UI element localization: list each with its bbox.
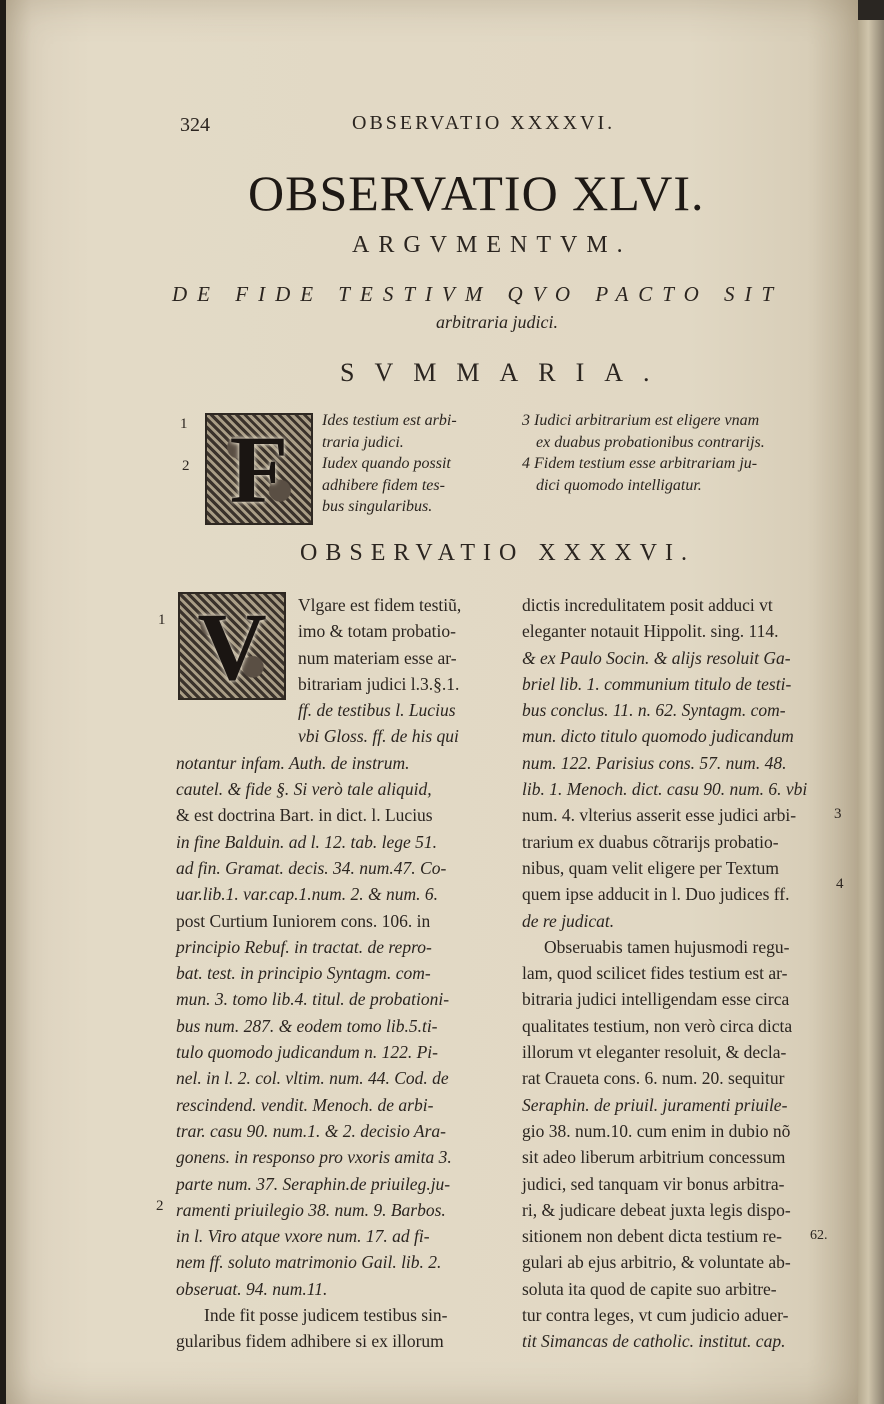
body-line: mun. 3. tomo lib.4. titul. de probationi-	[176, 989, 450, 1010]
body-line: num materiam esse ar-	[298, 647, 457, 668]
summary-right-line: 3 Iudici arbitrarium est eligere vnam	[522, 412, 760, 429]
right-column	[522, 592, 834, 1355]
body-line: tur contra leges, vt cum judicio aduer-	[522, 1305, 789, 1326]
body-line: bitrariam judici l.3.§.1.	[298, 673, 460, 694]
body-line: vbi Gloss. ff. de his qui	[298, 726, 459, 747]
body-line: in fine Balduin. ad l. 12. tab. lege 51.	[176, 831, 438, 852]
body-line: quem ipse adducit in l. Duo judices ff.	[522, 884, 790, 905]
summary-marker-2: 2	[182, 458, 190, 474]
body-line: gio 38. num.10. cum enim in dubio nõ	[522, 1120, 791, 1141]
summary-left-line: traria judici.	[322, 433, 404, 451]
next-page-edge	[858, 20, 884, 1404]
summary-right-list	[522, 410, 765, 496]
body-line: bat. test. in principio Syntagm. com-	[176, 963, 431, 984]
body-line: gulari ab ejus arbitrio, & voluntate ab-	[522, 1252, 791, 1273]
body-line: lam, quod scilicet fides testium est ar-	[522, 963, 788, 984]
summary-marker-1: 1	[180, 416, 188, 432]
summary-right-line: dici quomodo intelligatur.	[536, 476, 702, 494]
margin-number-2: 2	[156, 1198, 164, 1214]
body-line: post Curtium Iuniorem cons. 106. in	[176, 910, 431, 931]
running-head: OBSERVATIO XXXXVI.	[352, 112, 616, 134]
body-line: dictis incredulitatem posit adduci vt	[522, 595, 773, 615]
summary-left-list	[322, 410, 457, 518]
body-line: notantur infam. Auth. de instrum.	[176, 752, 410, 773]
body-line: lib. 1. Menoch. dict. casu 90. num. 6. vbi	[522, 779, 808, 800]
observatio-heading: OBSERVATIO XXXXVI.	[300, 540, 695, 566]
catchword: 62.	[810, 1228, 828, 1243]
body-line: imo & totam probatio-	[298, 621, 456, 642]
body-line: tulo quomodo judicandum n. 122. Pi-	[176, 1042, 438, 1063]
summary-left-line: Iudex quando possit	[322, 455, 451, 472]
body-line: gularibus fidem adhibere si ex illorum	[176, 1331, 444, 1352]
body-line: num. 122. Parisius cons. 57. num. 48.	[522, 752, 787, 773]
body-line: mun. dicto titulo quomodo judicandum	[522, 726, 794, 747]
body-line: judici, sed tanquam vir bonus arbitra-	[522, 1173, 785, 1194]
body-line: trar. casu 90. num.1. & 2. decisio Ara-	[176, 1120, 446, 1141]
page-number: 324	[180, 114, 210, 136]
body-line: cautel. & fide §. Si verò tale aliquid,	[176, 779, 432, 800]
body-line: obseruat. 94. num.11.	[176, 1278, 328, 1299]
body-line: gonens. in responso pro vxoris amita 3.	[176, 1147, 452, 1168]
decorated-initial-f	[205, 413, 313, 525]
body-line: rescindend. vendit. Menoch. de arbi-	[176, 1094, 434, 1115]
argumentum-heading: ARGVMENTVM.	[352, 232, 632, 258]
body-line: nibus, quam velit eligere per Textum	[522, 857, 779, 878]
left-column	[176, 592, 506, 1355]
body-line: nel. in l. 2. col. vltim. num. 44. Cod. de	[176, 1068, 449, 1089]
body-line: sitionem non debent dicta testium re-	[522, 1226, 783, 1247]
margin-number-1: 1	[158, 612, 166, 628]
body-line: uar.lib.1. var.cap.1.num. 2. & num. 6.	[176, 884, 439, 905]
body-line: rat Craueta cons. 6. num. 20. sequitur	[522, 1068, 785, 1089]
body-line: Obseruabis tamen hujusmodi regu-	[544, 936, 790, 957]
body-line: ad fin. Gramat. decis. 34. num.47. Co-	[176, 857, 447, 878]
body-line: ramenti priuilegio 38. num. 9. Barbos.	[176, 1199, 446, 1220]
body-line: bitraria judici intelligendam esse circa	[522, 989, 790, 1010]
body-line: illorum vt eleganter resoluit, & decla-	[522, 1042, 787, 1063]
body-line: tit Simancas de catholic. institut. cap.	[522, 1331, 786, 1352]
summary-left-line: adhibere fidem tes-	[322, 476, 445, 494]
summary-left-line: bus singularibus.	[322, 498, 433, 515]
body-line: bus num. 287. & eodem tomo lib.5.ti-	[176, 1015, 438, 1036]
body-line: bus conclus. 11. n. 62. Syntagm. com-	[522, 700, 786, 721]
initial-letter-f: F	[229, 415, 289, 523]
body-line: & est doctrina Bart. in dict. l. Lucius	[176, 805, 433, 826]
body-line: Inde fit posse judicem testibus sin-	[204, 1305, 448, 1326]
margin-number-4: 4	[836, 876, 844, 892]
subtitle-line-1: DE FIDE TESTIVM QVO PACTO SIT	[172, 282, 784, 306]
body-line: nem ff. soluto matrimonio Gail. lib. 2.	[176, 1252, 442, 1273]
body-line: soluta ita quod de capite suo arbitre-	[522, 1278, 777, 1299]
subtitle-line-2: arbitraria judici.	[436, 312, 559, 332]
chapter-title: OBSERVATIO XLVI.	[248, 165, 705, 221]
body-line: ri, & judicare debeat juxta legis dispo-	[522, 1199, 791, 1220]
summary-left-line: Ides testium est arbi-	[322, 412, 457, 429]
initial-letter-v: V	[197, 592, 267, 700]
body-line: principio Rebuf. in tractat. de repro-	[176, 936, 432, 957]
body-line: ff. de testibus l. Lucius	[298, 700, 456, 721]
body-line: & ex Paulo Socin. & alijs resoluit Ga-	[522, 647, 791, 668]
summary-right-line: 4 Fidem testium esse arbitrariam ju-	[522, 455, 758, 472]
body-line: eleganter notauit Hippolit. sing. 114.	[522, 621, 779, 642]
body-line: qualitates testium, non verò circa dicta	[522, 1015, 793, 1036]
summary-right-line: ex duabus probationibus contrarijs.	[536, 433, 765, 451]
body-line: Vlgare est fidem testiũ,	[298, 595, 462, 615]
body-line: de re judicat.	[522, 910, 615, 931]
body-line: parte num. 37. Seraphin.de priuileg.ju-	[176, 1173, 451, 1194]
body-line: in l. Viro atque vxore num. 17. ad fi-	[176, 1226, 430, 1247]
summaria-heading: SVMMARIA.	[340, 358, 670, 387]
body-line: trarium ex duabus cõtrarijs probatio-	[522, 831, 779, 852]
body-line: Seraphin. de priuil. juramenti priuile-	[522, 1094, 788, 1115]
body-line: sit adeo liberum arbitrium concessum	[522, 1147, 786, 1168]
body-line: briel lib. 1. communium titulo de testi-	[522, 673, 792, 694]
margin-number-3: 3	[834, 806, 842, 822]
body-line: num. 4. vlterius asserit esse judici arbi-	[522, 805, 797, 826]
